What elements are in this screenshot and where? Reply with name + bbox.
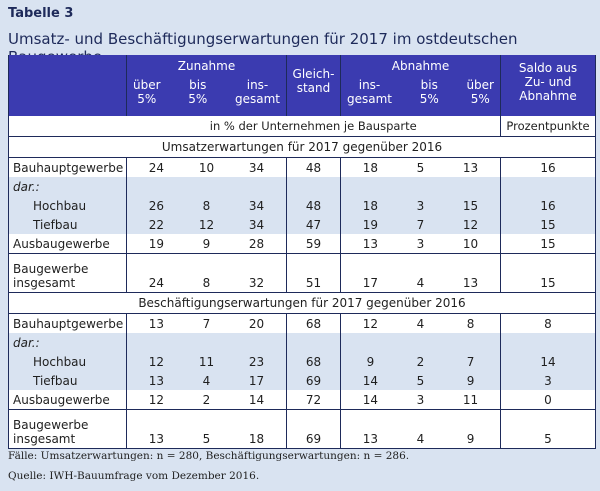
unit-row xyxy=(9,116,596,137)
section-header xyxy=(9,137,596,158)
cell-value: 14 xyxy=(248,392,265,407)
cell-value: 4 xyxy=(416,276,425,290)
cell-value: 14 xyxy=(362,373,379,388)
abnahme-values xyxy=(341,333,501,352)
cell-value: 12 xyxy=(198,217,215,232)
abnahme-values xyxy=(341,410,501,449)
abnahme-sub-2: über 5% xyxy=(466,78,494,106)
cell-value: 11 xyxy=(462,392,479,407)
table-number: Tabelle 3 xyxy=(8,6,74,21)
row-label: Baugewerbe insgesamt xyxy=(9,410,127,449)
header-gleichstand: Gleich- stand xyxy=(287,55,341,116)
row-label: dar.: xyxy=(9,333,127,352)
abnahme-values xyxy=(341,390,501,410)
cell-value: 12 xyxy=(148,392,165,407)
cell-value: 34 xyxy=(248,217,265,232)
table-row xyxy=(9,158,596,178)
cell-value: 13 xyxy=(148,316,165,331)
cell-value: 4 xyxy=(416,316,425,331)
gleichstand-value xyxy=(287,177,341,196)
cell-value: 22 xyxy=(148,217,165,232)
saldo-value xyxy=(501,333,596,352)
cell-value: 7 xyxy=(466,354,475,369)
cell-value: 13 xyxy=(362,236,379,251)
table-row xyxy=(9,177,596,196)
saldo-value: 8 xyxy=(501,314,596,334)
row-label: Bauhauptgewerbe xyxy=(9,314,127,334)
saldo-value: 15 xyxy=(501,234,596,254)
cell-value: 10 xyxy=(198,160,215,175)
saldo-value: 15 xyxy=(501,254,596,293)
zunahme-values xyxy=(127,215,287,234)
cell-value: 3 xyxy=(416,236,425,251)
cell-value: 13 xyxy=(148,432,165,446)
source-note: Quelle: IWH-Bauumfrage vom Dezember 2016. xyxy=(8,470,260,482)
row-label: Bauhauptgewerbe xyxy=(9,158,127,178)
row-label: Tiefbau xyxy=(9,215,127,234)
gleichstand-value: 47 xyxy=(287,215,341,234)
header-blank xyxy=(9,55,127,116)
cell-value: 13 xyxy=(462,160,479,175)
cell-value: 17 xyxy=(248,373,265,388)
gleichstand-value: 68 xyxy=(287,352,341,371)
section-title: Beschäftigungserwartungen für 2017 gegenüber 2016 xyxy=(9,293,596,314)
saldo-value xyxy=(501,177,596,196)
cell-value: 19 xyxy=(362,217,379,232)
cell-value: 32 xyxy=(248,276,265,290)
abnahme-values xyxy=(341,158,501,178)
zunahme-values xyxy=(127,158,287,178)
zunahme-values xyxy=(127,234,287,254)
saldo-value: 5 xyxy=(501,410,596,449)
abnahme-values xyxy=(341,371,501,390)
cell-value: 4 xyxy=(416,432,425,446)
cell-value: 5 xyxy=(416,160,425,175)
table-row xyxy=(9,390,596,410)
section-header xyxy=(9,293,596,314)
cell-value: 5 xyxy=(202,432,211,446)
cell-value: 9 xyxy=(466,373,475,388)
cell-value: 14 xyxy=(362,392,379,407)
cell-value: 7 xyxy=(416,217,425,232)
cell-value: 20 xyxy=(248,316,265,331)
unit-right: Prozentpunkte xyxy=(501,116,596,137)
table-row xyxy=(9,371,596,390)
cell-value: 13 xyxy=(462,276,479,290)
zunahme-values xyxy=(127,371,287,390)
abnahme-values xyxy=(341,215,501,234)
table-row xyxy=(9,215,596,234)
row-label: Hochbau xyxy=(9,352,127,371)
cell-value: 9 xyxy=(366,354,375,369)
cell-value: 34 xyxy=(248,198,265,213)
zunahme-values xyxy=(127,333,287,352)
gleichstand-value: 48 xyxy=(287,196,341,215)
cell-value: 5 xyxy=(416,373,425,388)
saldo-value: 14 xyxy=(501,352,596,371)
header-zunahme: Zunahme über 5% bis 5% ins- gesamt xyxy=(127,55,287,116)
cell-value: 12 xyxy=(362,316,379,331)
abnahme-values xyxy=(341,314,501,334)
cell-value: 3 xyxy=(416,392,425,407)
saldo-value: 16 xyxy=(501,158,596,178)
unit-left: in % der Unternehmen je Bausparte xyxy=(127,116,501,137)
cell-value: 2 xyxy=(202,392,211,407)
zunahme-values xyxy=(127,314,287,334)
header-row xyxy=(9,55,596,116)
saldo-value: 0 xyxy=(501,390,596,410)
cell-value: 13 xyxy=(362,432,379,446)
zunahme-values xyxy=(127,196,287,215)
cell-value: 13 xyxy=(148,373,165,388)
header-abnahme: Abnahme ins- gesamt bis 5% über 5% xyxy=(341,55,501,116)
zunahme-values xyxy=(127,410,287,449)
footnote: Fälle: Umsatzerwartungen: n = 280, Beschäftigungserwartungen: n = 286. xyxy=(8,450,410,462)
table-row xyxy=(9,410,596,449)
cell-value: 12 xyxy=(462,217,479,232)
gleichstand-value: 68 xyxy=(287,314,341,334)
cell-value: 3 xyxy=(416,198,425,213)
cell-value: 4 xyxy=(202,373,211,388)
row-label: Tiefbau xyxy=(9,371,127,390)
abnahme-values xyxy=(341,177,501,196)
cell-value: 19 xyxy=(148,236,165,251)
data-table xyxy=(8,55,596,449)
row-label: Baugewerbe insgesamt xyxy=(9,254,127,293)
cell-value: 28 xyxy=(248,236,265,251)
gleichstand-value: 69 xyxy=(287,371,341,390)
saldo-value: 15 xyxy=(501,215,596,234)
saldo-value: 16 xyxy=(501,196,596,215)
table-row xyxy=(9,234,596,254)
row-label: Ausbaugewerbe xyxy=(9,390,127,410)
cell-value: 8 xyxy=(466,316,475,331)
abnahme-values xyxy=(341,234,501,254)
table-row xyxy=(9,352,596,371)
gleichstand-value: 59 xyxy=(287,234,341,254)
abnahme-values xyxy=(341,352,501,371)
cell-value: 34 xyxy=(248,160,265,175)
cell-value: 9 xyxy=(202,236,211,251)
cell-value: 24 xyxy=(148,160,165,175)
gleichstand-value: 69 xyxy=(287,410,341,449)
cell-value: 7 xyxy=(202,316,211,331)
abnahme-values xyxy=(341,196,501,215)
cell-value: 11 xyxy=(198,354,215,369)
cell-value: 18 xyxy=(362,198,379,213)
cell-value: 18 xyxy=(362,160,379,175)
table-title: Umsatz- und Beschäftigungserwartungen für 2017 im ostdeutschen xyxy=(8,30,518,48)
row-label: Ausbaugewerbe xyxy=(9,234,127,254)
table-row xyxy=(9,314,596,334)
cell-value: 24 xyxy=(148,276,165,290)
cell-value: 15 xyxy=(462,198,479,213)
gleichstand-value: 51 xyxy=(287,254,341,293)
row-label: dar.: xyxy=(9,177,127,196)
gleichstand-value: 72 xyxy=(287,390,341,410)
table-row xyxy=(9,196,596,215)
cell-value: 17 xyxy=(362,276,379,290)
gleichstand-value xyxy=(287,333,341,352)
cell-value: 8 xyxy=(202,198,211,213)
cell-value: 23 xyxy=(248,354,265,369)
zunahme-values xyxy=(127,254,287,293)
zunahme-values xyxy=(127,390,287,410)
abnahme-values xyxy=(341,254,501,293)
cell-value: 9 xyxy=(466,432,475,446)
cell-value: 12 xyxy=(148,354,165,369)
table-row xyxy=(9,333,596,352)
cell-value: 2 xyxy=(416,354,425,369)
zunahme-values xyxy=(127,352,287,371)
cell-value: 18 xyxy=(248,432,265,446)
cell-value: 8 xyxy=(202,276,211,290)
row-label: Hochbau xyxy=(9,196,127,215)
cell-value: 10 xyxy=(462,236,479,251)
zunahme-values xyxy=(127,177,287,196)
gleichstand-value: 48 xyxy=(287,158,341,178)
cell-value: 26 xyxy=(148,198,165,213)
abnahme-sub-1: bis 5% xyxy=(419,78,439,106)
table-row xyxy=(9,254,596,293)
header-saldo: Saldo aus Zu- und Abnahme xyxy=(501,55,596,116)
saldo-value: 3 xyxy=(501,371,596,390)
zunahme-sub-1: bis 5% xyxy=(188,78,208,106)
zunahme-sub-0: über 5% xyxy=(133,78,161,106)
zunahme-sub-2: ins- gesamt xyxy=(235,78,280,106)
abnahme-sub-0: ins- gesamt xyxy=(347,78,392,106)
section-title: Umsatzerwartungen für 2017 gegenüber 2016 xyxy=(9,137,596,158)
